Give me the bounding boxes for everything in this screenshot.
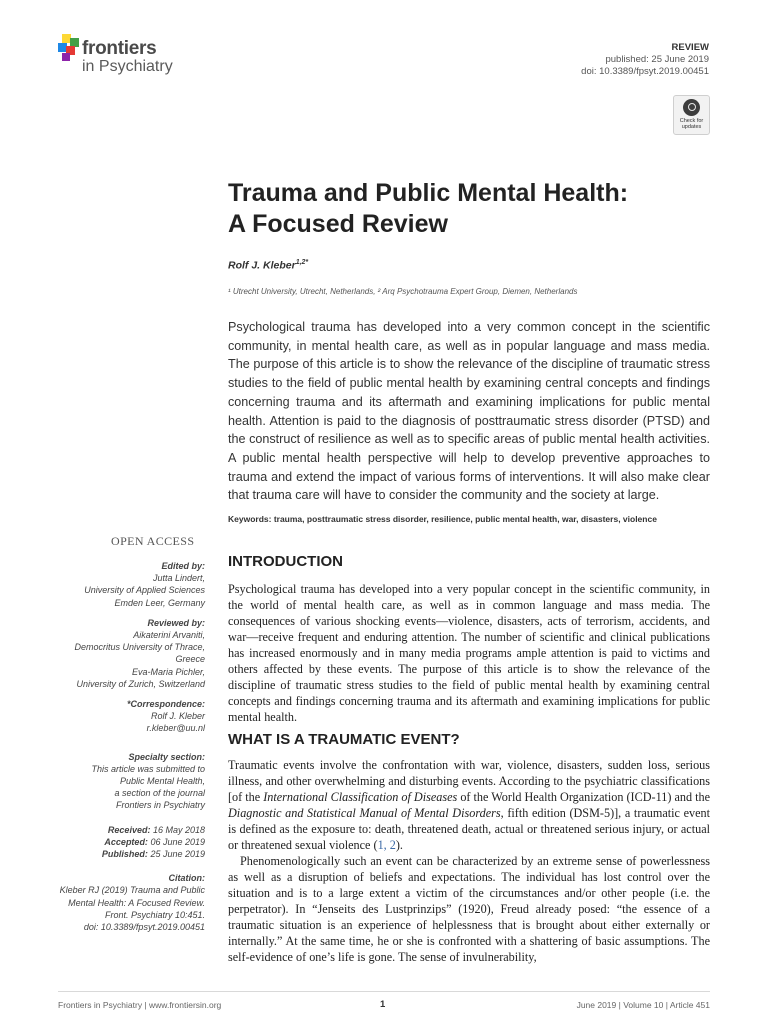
reviewed-by-label: Reviewed by:	[147, 617, 205, 628]
reviewer-line: Greece	[175, 654, 205, 665]
footer-issue-info: June 2019 | Volume 10 | Article 451	[576, 1000, 710, 1010]
crossmark-icon	[683, 99, 700, 116]
citation-label: Citation:	[168, 873, 205, 884]
article-type: REVIEW	[671, 42, 709, 53]
published-date-sidebar: 25 June 2019	[147, 849, 205, 860]
specialty-line: a section of the journal	[114, 788, 205, 799]
publication-info	[581, 42, 709, 78]
article-title	[228, 178, 688, 240]
open-access-label: OPEN ACCESS	[111, 534, 195, 548]
dsm-title: Diagnostic and Statistical Manual of Mental Disorders	[228, 806, 501, 820]
frontiers-logo-icon	[58, 34, 82, 62]
brand-name: frontiers	[82, 38, 157, 59]
specialty-line: This article was submitted to	[91, 763, 205, 774]
journal-name: in Psychiatry	[82, 58, 173, 75]
title-line-1: Trauma and Public Mental Health:	[228, 179, 629, 207]
specialty-label: Specialty section:	[128, 751, 205, 762]
citation-link[interactable]: 1, 2	[377, 838, 396, 852]
abstract: Psychological trauma has developed into a very common concept in the scientific community, in mental health care, as well as in popular language and mass media. The purpose of this article is to show the relevance of the discipline of traumatic stress studies to the field of public mental health by examining central concepts and findings concerning trauma and its aftermath and examining implications for public mental health. Attention is paid to the diagnosis of posttraumatic stress disorder (PTSD) and the construct of resilience as well as to specific areas of public mental health activities. A public mental health perspective will help to develop preventive approaches to trauma and extend the impact of various forms of interventions. It will also make clear that trauma care will have to consider the community and the society at large.	[228, 320, 710, 503]
article-sidebar	[22, 560, 205, 945]
check-updates-label: Check for updates	[679, 118, 704, 130]
published-date: published: 25 June 2019	[605, 54, 709, 65]
page-number: 1	[380, 999, 386, 1010]
check-for-updates-badge[interactable]	[673, 95, 710, 135]
editor-line: Jutta Lindert,	[152, 573, 205, 584]
section-heading-traumatic-event: WHAT IS A TRAUMATIC EVENT?	[228, 731, 460, 748]
specialty-line: Public Mental Health,	[119, 776, 205, 787]
introduction-paragraph: Psychological trauma has developed into a very popular concept in the scientific community, in the world of mental health care, as well as in common language and mass media. The consequences of various shocking events—violence, disasters, acts of terrorism, accidents, and war—receive frequent and enduring attention. The number of scientific and clinical publications has increased enormously and in many media programs ample attention is paid to victims and others affected by these events. The purpose of this article is to show the relevance of the discipline of traumatic stress studies to the field of public mental health by examining central concepts and findings concerning trauma and its aftermath and examining implications for public mental health.	[228, 582, 710, 724]
dates-block	[22, 824, 205, 861]
correspondence-label: *Correspondence:	[126, 699, 205, 710]
accepted-date: 06 June 2019	[147, 836, 205, 847]
specialty-block	[22, 751, 205, 812]
citation-line: Front. Psychiatry 10:451.	[104, 909, 205, 920]
correspondence-block	[22, 698, 205, 735]
title-line-2: A Focused Review	[228, 210, 448, 238]
affiliations: ¹ Utrecht University, Utrecht, Netherlands, ² Arq Psychotrauma Expert Group, Diemen, Netherlands	[228, 287, 578, 296]
citation-block	[22, 872, 205, 933]
published-label: Published:	[101, 849, 148, 860]
specialty-line: Frontiers in Psychiatry	[115, 800, 205, 811]
citation-line: Mental Health: A Focused Review.	[68, 897, 205, 908]
doi[interactable]: doi: 10.3389/fpsyt.2019.00451	[581, 66, 709, 77]
footer-divider	[58, 991, 710, 992]
reviewer-line: Eva-Maria Pichler,	[131, 666, 205, 677]
traumatic-event-paragraph-1: Traumatic events involve the confrontation with war, violence, disasters, sudden loss, serious illness, and other overwhelming and disturbing events. According to the psychiatric classifications [of the International Classification of Diseases of the World Health Organization (ICD-11) and the Diagnostic and Statistical Manual of Mental Disorders, fifth edition (DSM-5)], a traumatic event is defined as the exposure to: death, threatened death, actual or threatened serious injury, or actual or threatened sexual violence (1, 2).	[228, 758, 710, 852]
correspondence-email[interactable]: r.kleber@uu.nl	[146, 723, 205, 734]
reviewer-line: Aikaterini Arvaniti,	[133, 630, 205, 641]
author-superscript: 1,2*	[295, 259, 309, 266]
editor-line: Emden Leer, Germany	[114, 597, 205, 608]
keywords: Keywords: trauma, posttraumatic stress disorder, resilience, public mental health, war, disasters, violence	[228, 514, 657, 524]
reviewed-by-block	[22, 617, 205, 690]
citation-doi[interactable]: doi: 10.3389/fpsyt.2019.00451	[83, 922, 205, 933]
footer-journal-link[interactable]: Frontiers in Psychiatry | www.frontiersin.org	[58, 1000, 222, 1010]
accepted-label: Accepted:	[104, 836, 148, 847]
citation-line: Kleber RJ (2019) Trauma and Public	[59, 885, 205, 896]
icd-title: International Classification of Diseases	[263, 790, 458, 804]
received-date: 16 May 2018	[150, 824, 205, 835]
section-heading-introduction: INTRODUCTION	[228, 553, 343, 570]
author-line	[228, 259, 308, 272]
traumatic-event-paragraph-2: Phenomenologically such an event can be characterized by an extreme sense of powerlessness as well as a disruption of beliefs and expectations. The individual has lost control over the situation and is to a large extent a victim of the circumstances and/or other people (i.e. the perpetrator). In “Jenseits des Lustprinzips” (1920), Freud already posed: “the essence of a traumatic situation is an experience of helplessness that is brought about either externally or internally.” At the same time, he or she is confronted with a shattering of basic assumptions. The self-evidence of one’s life is gone. The sense of invulnerability,	[228, 854, 710, 964]
journal-logo[interactable]	[58, 34, 208, 84]
author-name[interactable]: Rolf J. Kleber	[228, 259, 296, 272]
reviewer-line: University of Zurich, Switzerland	[76, 678, 205, 689]
edited-by-block	[22, 560, 205, 609]
correspondence-name: Rolf J. Kleber	[150, 711, 205, 722]
editor-line: University of Applied Sciences	[84, 585, 205, 596]
reviewer-line: Democritus University of Thrace,	[74, 642, 205, 653]
edited-by-label: Edited by:	[161, 561, 205, 571]
received-label: Received:	[107, 824, 151, 835]
